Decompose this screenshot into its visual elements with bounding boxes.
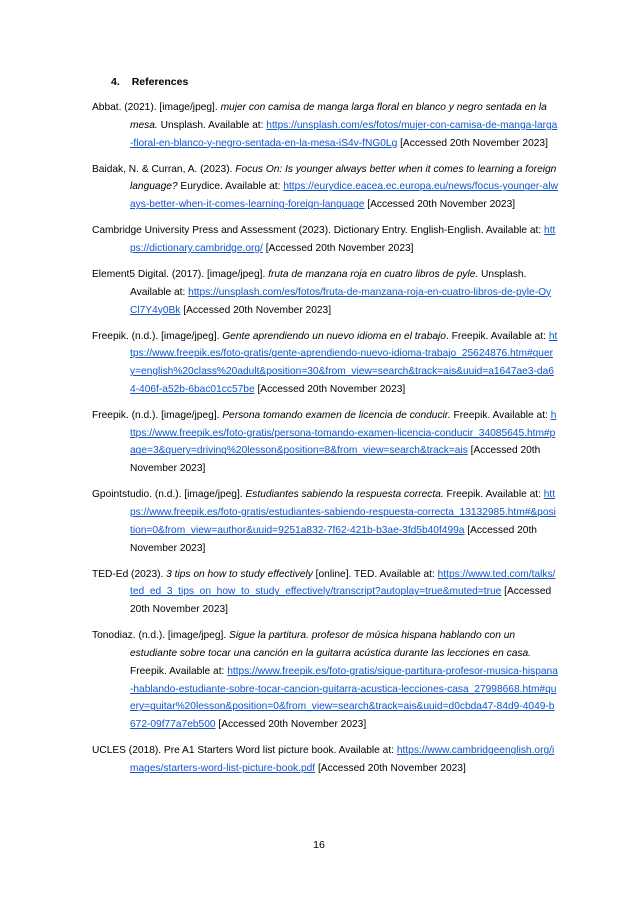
reference-author-date: Freepik. (n.d.). [image/jpeg]. — [92, 409, 223, 421]
reference-accessed: [Accessed 20th November 2023] — [130, 524, 537, 554]
reference-source: Freepik. Available at: — [450, 409, 551, 421]
reference-accessed: [Accessed 20th November 2023] — [215, 719, 367, 731]
reference-title: 3 tips on how to study effectively — [166, 568, 313, 580]
reference-author-date: UCLES (2018). Pre A1 Starters Word list picture book. Available at: — [92, 745, 397, 757]
reference-entry — [92, 627, 558, 734]
reference-accessed: [Accessed 20th November 2023] — [254, 383, 406, 395]
reference-source: Freepik. Available at: — [130, 665, 228, 677]
reference-entry — [92, 566, 558, 619]
reference-source: . Freepik. Available at: — [445, 330, 549, 342]
reference-entry — [92, 328, 558, 399]
reference-title: Gente aprendiendo un nuevo idioma en el trabajo — [222, 330, 446, 342]
reference-accessed: [Accessed 20th November 2023] — [180, 304, 332, 316]
section-title: References — [131, 76, 189, 88]
reference-entry — [92, 99, 558, 152]
reference-link[interactable]: https://unsplash.com/es/fotos/fruta-de-manzana-roja-en-cuatro-libros-de-pyle-OyCl7Y4y0Bk — [130, 286, 552, 316]
reference-link[interactable]: https://www.freepik.es/foto-gratis/sigue-partitura-profesor-musica-hispana-hablando-estudiante-sobre-tocar-cancion-guitarra-acustica-lecciones-casa_27998668.htm#query=guitar%20lesson&position=0&from_view=search&track=ais&uuid=d0cbda47-84d9-4049-b672-09f77a7eb500 — [130, 665, 558, 731]
reference-author-date: Cambridge University Press and Assessment (2023). Dictionary Entry. English-English. Available at: — [92, 225, 545, 237]
reference-source: Eurydice. Available at: — [177, 181, 284, 193]
reference-title: fruta de manzana roja en cuatro libros de pyle. — [268, 268, 479, 280]
reference-entry — [92, 266, 558, 319]
reference-title: Persona tomando examen de licencia de conducir. — [222, 409, 451, 421]
reference-list — [92, 99, 558, 786]
reference-link[interactable]: https://www.freepik.es/foto-gratis/gente-aprendiendo-nuevo-idioma-trabajo_25624876.htm#query=english%20class%20adult&position=30&from_view=search&track=ais&uuid=a1647ae3-da64-406f-a52b-6bac01cc57be — [130, 330, 558, 395]
reference-entry — [92, 407, 558, 478]
reference-title: mujer con camisa de manga larga floral en blanco y negro sentada en la mesa. — [130, 102, 547, 131]
reference-link[interactable]: https://www.ted.com/talks/ted_ed_3_tips_on_how_to_study_effectively/transcript?autoplay=true&muted=true — [130, 568, 556, 598]
reference-author-date: Tonodiaz. (n.d.). [image/jpeg]. — [92, 630, 230, 642]
reference-author-date: Abbat. (2021). [image/jpeg]. — [92, 102, 221, 113]
reference-source: Unsplash. Available at: — [157, 119, 267, 131]
reference-entry — [92, 742, 558, 778]
reference-entry — [92, 222, 558, 258]
reference-accessed: [Accessed 20th November 2023] — [315, 762, 466, 774]
reference-link[interactable]: https://www.freepik.es/foto-gratis/persona-tomando-examen-licencia-conducir_34085645.htm#page=3&query=driving%20lesson&position=8&from_view=search&track=ais — [130, 409, 557, 457]
reference-source: [online]. TED. Available at: — [312, 568, 438, 580]
reference-author-date: Baidak, N. & Curran, A. (2023). — [92, 163, 236, 175]
reference-entry — [92, 161, 558, 214]
reference-accessed: [Accessed 20th November 2023] — [364, 199, 516, 211]
reference-author-date: Freepik. (n.d.). [image/jpeg]. — [92, 330, 223, 342]
reference-link[interactable]: https://www.freepik.es/foto-gratis/estudiantes-sabiendo-respuesta-correcta_13132985.htm#&position=0&from_view=author&uuid=9251a832-7f62-421b-b3ae-3fd5b40f499a — [130, 489, 556, 536]
reference-link[interactable]: https://unsplash.com/es/fotos/mujer-con-camisa-de-manga-larga-floral-en-blanco-y-negro-sentada-en-la-mesa-iS4v-fNG0Lg — [130, 119, 558, 149]
reference-link[interactable]: https://www.cambridgeenglish.org/images/starters-word-list-picture-book.pdf — [130, 745, 555, 774]
reference-accessed: [Accessed 20th November 2023] — [130, 445, 541, 475]
reference-title: Sigue la partitura. profesor de música hispana hablando con un estudiante sobre tocar una canción en la guitarra acústica durante las lecciones en casa. — [130, 630, 531, 660]
reference-author-date: TED-Ed (2023). — [92, 568, 167, 580]
reference-source: Unsplash. Available at: — [130, 268, 527, 298]
page-number: 16 — [313, 839, 325, 851]
reference-source: Freepik. Available at: — [443, 489, 544, 501]
reference-link[interactable]: https://dictionary.cambridge.org/ — [130, 225, 556, 254]
reference-accessed: [Accessed 20th November 2023] — [262, 242, 414, 254]
reference-entry — [92, 486, 558, 557]
reference-title: Focus On: Is younger always better when it comes to learning a foreign language? — [130, 163, 557, 193]
section-heading — [111, 76, 188, 88]
reference-title: Estudiantes sabiendo la respuesta correcta. — [245, 489, 444, 501]
section-number: 4. — [111, 76, 120, 88]
reference-accessed: [Accessed 20th November 2023] — [397, 137, 548, 149]
reference-author-date: Element5 Digital. (2017). [image/jpeg]. — [92, 268, 269, 280]
reference-accessed: [Accessed 20th November 2023] — [130, 586, 552, 616]
reference-link[interactable]: https://eurydice.eacea.ec.europa.eu/news/focus-younger-always-better-when-it-comes-learning-foreign-language — [130, 181, 558, 211]
reference-author-date: Gpointstudio. (n.d.). [image/jpeg]. — [92, 489, 246, 501]
